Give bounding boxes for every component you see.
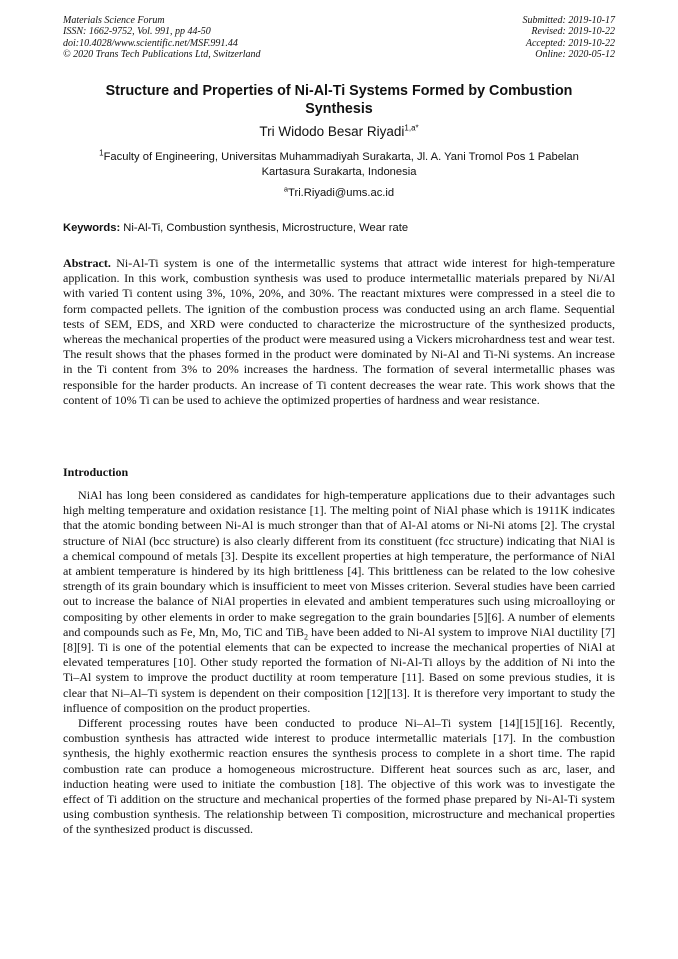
online-date: Online: 2020-05-12 (535, 49, 615, 61)
abstract (63, 256, 615, 408)
revised-date: Revised: 2019-10-22 (531, 26, 615, 38)
keywords (63, 221, 615, 235)
author-superscript: 1,a* (404, 123, 419, 133)
intro-paragraph-1 (63, 488, 615, 716)
copyright-line: © 2020 Trans Tech Publications Ltd, Switzerland (63, 49, 261, 61)
issn-line: ISSN: 1662-9752, Vol. 991, pp 44-50 (63, 26, 211, 38)
paper-title (63, 82, 615, 118)
abstract-label: Abstract. (63, 256, 111, 270)
affiliation-line-2: Kartasura Surakarta, Indonesia (261, 166, 417, 178)
abstract-text: Ni-Al-Ti system is one of the intermetallic systems that attract wide interest for high-temperature application. In this work, combustion synthesis was used to produce intermetallic materials prepared by Ni/Al with varied Ti content using 3%, 10%, 20%, and 30%. The reactant mixtures were compressed in a steel die to form compacted pellets. The ignition of the combustion process was conducted using an arch flame. Sequential tests of SEM, EDS, and XRD were conducted to characterize the microstructure of the synthesized products, whereas the mechanical properties of the product were measured using a Vickers microhardness test and wear test. The result shows that the phases formed in the product were dominated by Ni-Al and Ti-Ni systems. An increase in the Ti content from 3% to 20% increases the hardness. The formation of several intermetallic phases was responsible for the harder products. An increase of Ti content decreases the wear rate. This work shows that the content of 10% Ti can be used to achieve the optimized properties of hardness and wear resistance. (63, 256, 615, 407)
journal-name: Materials Science Forum (63, 15, 165, 26)
publication-dates (523, 15, 616, 61)
intro-paragraph-1-text-b: have been added to Ni-Al system to improve NiAl ductility [7][8][9]. Ti is one of the potential elements that can be expected to increase the mechanical properties of NiAl at elevated temperatures [10]. Other study reported the formation of Ni-Al-Ti alloys by the addition of Ni into the Ti–Al system to improve the product ductility at room temperature [11]. Based on some previous studies, it is clear that Ni–Al–Ti system is dependent on their composition [12][13]. It is therefore very important to study the influence of composition on the product properties. (63, 624, 615, 715)
title-line-2: Synthesis (305, 101, 373, 117)
intro-paragraph-2: Different processing routes have been conducted to produce Ni–Al–Ti system [14][15][16]. Recently, combustion synthesis has attracted wide interest to produce intermetallic materials [17]. In the combustion synthesis, the highly exothermic reaction ensures the synthesis process to complete in a short time. The rapid combustion rate can produce a homogeneous microstructure. Different heat sources such as arc, laser, and induction heating were used to initiate the combustion [18]. The objective of this work was to investigate the effect of Ti addition on the structure and mechanical properties of the formed phase prepared by Ni-Al-Ti system using combustion synthesis. The relationship between Ti composition, microstructure and mechanical properties of the synthesized product is discussed. (63, 716, 615, 837)
keywords-label: Keywords: (63, 222, 121, 234)
doi-line: doi:10.4028/www.scientific.net/MSF.991.44 (63, 37, 238, 49)
author-email (63, 186, 615, 200)
email-address: Tri.Riyadi@ums.ac.id (288, 187, 395, 199)
submitted-date: Submitted: 2019-10-17 (522, 15, 615, 26)
introduction-heading: Introduction (63, 465, 129, 479)
title-line-1: Structure and Properties of Ni-Al-Ti Systems Formed by Combustion (105, 83, 573, 99)
email-superscript: a (283, 184, 289, 194)
author-name: Tri Widodo Besar Riyadi (259, 124, 405, 139)
author-line (63, 124, 615, 140)
intro-paragraph-1-text-a: NiAl has long been considered as candidates for high-temperature applications due to their advantages such high melting temperature and oxidation resistance [1]. The melting point of NiAl phase which is 1911K indicates that the atomic bonding between Ni-Al is much stronger than that of Al-Al atoms or Ni-Ni atoms [2]. The crystal structure of NiAl (bcc structure) is also clearly different from its constituent (fcc structure) indicating that NiAl is a chemical compound of metals [3]. Despite its excellent properties at high temperature, the performance of NiAl at ambient temperature is hindered by its high brittleness [4]. This brittleness can be related to the low cohesive strength of its grain boundary which is insufficient to meet von Misses criterion. Several studies have been carried out to increase the balance of NiAl properties in elevated and ambient temperatures such using microalloying or compositing by other elements in order to make segregation to the grain boundaries [5][6]. A number of elements and compounds such as Fe, Mn, Mo, TiC and TiB (63, 488, 615, 639)
subscript-2: 2 (304, 632, 309, 642)
affiliation (63, 150, 615, 180)
accepted-date: Accepted: 2019-10-22 (525, 37, 615, 49)
affiliation-superscript: 1 (99, 148, 104, 158)
affiliation-line-1: Faculty of Engineering, Universitas Muhammadiyah Surakarta, Jl. A. Yani Tromol Pos 1 Pabelan (103, 151, 579, 163)
keywords-text: Ni-Al-Ti, Combustion synthesis, Microstructure, Wear rate (120, 222, 409, 234)
introduction-body (63, 488, 615, 838)
journal-info (63, 15, 261, 61)
